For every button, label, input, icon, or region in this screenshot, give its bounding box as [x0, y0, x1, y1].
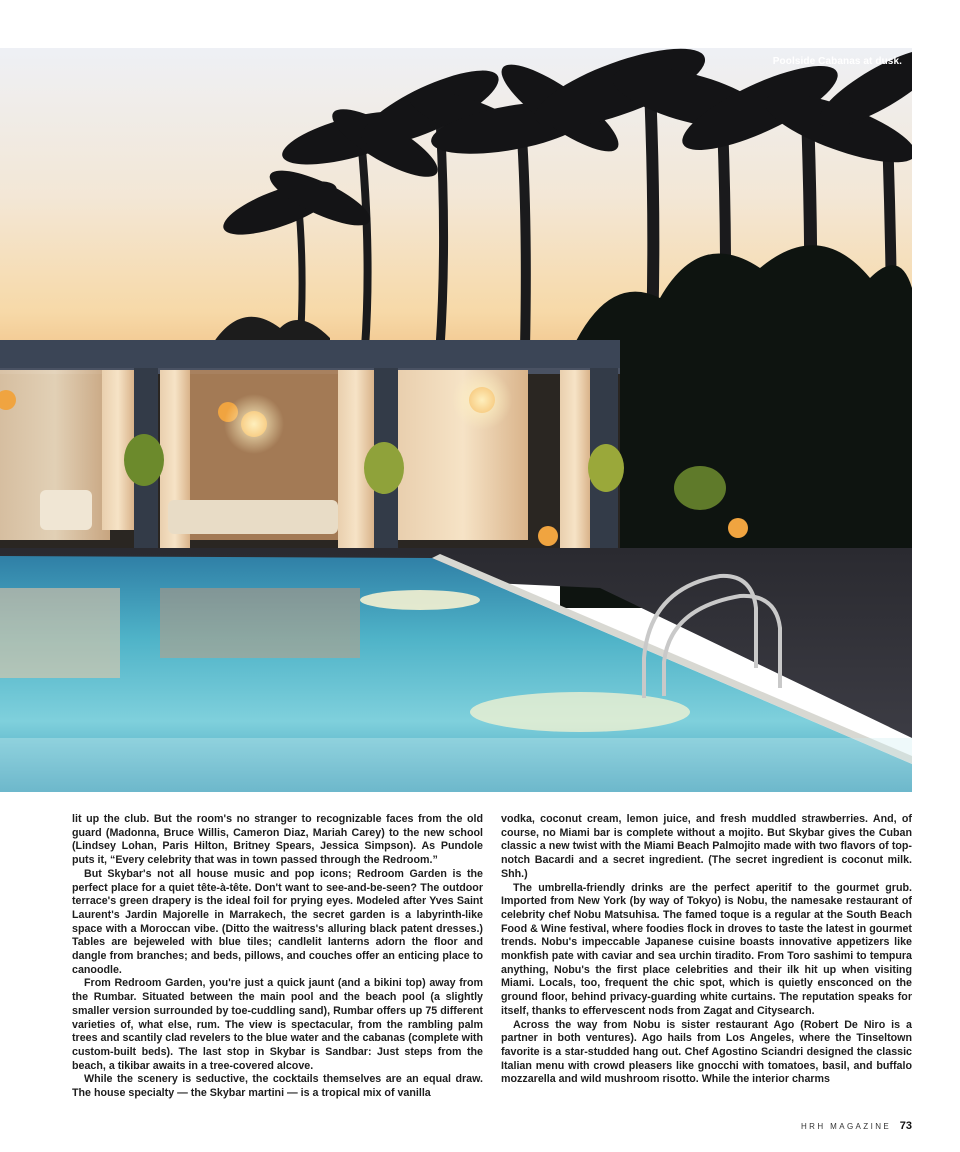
paragraph: Across the way from Nobu is sister restaurant Ago (Robert De Niro is a partner in both ventures). Ago hails from Los Angeles, where the Tinseltown favorite is a star-studded hang out. Chef Agostino Sciandri designed the classic Italian menu with crowd pleasers like gnocchi with tomatoes, basil, and buffalo mozzarella and wild mushroom risotto. While the interior charms [501, 1018, 912, 1086]
article-column-right [501, 813, 912, 1087]
paragraph: But Skybar's not all house music and pop icons; Redroom Garden is the perfect place for a quiet tête-à-tête. Don't want to see-and-be-seen? The outdoor terrace's green drapery is the ideal foil for prying eyes. Modeled after Yves Saint Laurent's Jardin Majorelle in Marrakech, the secret garden is a labyrinth-like space with a Moroccan vibe. (Ditto the waitress's alluring black patent dresses.) Tables are bejeweled with blue tiles; candlelit lanterns adorn the floor and dangle from branches; and beds, pillows, and couches offer an enticing place to canoodle. [72, 867, 483, 976]
page-number: 73 [899, 1120, 912, 1132]
magazine-name: HRH MAGAZINE [800, 1122, 892, 1131]
paragraph: From Redroom Garden, you're just a quick jaunt (and a bikini top) away from the Rumbar. Situated between the main pool and the beach pool (a slightly smaller version surrounded by toe-cuddling sand), Rumbar offers up 75 different varieties of, what else, rum. The view is spectacular, from the rambling palm trees and scantily clad revelers to the blue water and the cabanas (complete with custom-built beds). The last stop in Skybar is Sandbar: Just steps from the beach, a tikibar awaits in a tree-covered alcove. [72, 977, 484, 1072]
hero-photo [0, 48, 912, 792]
paragraph: The umbrella-friendly drinks are the perfect aperitif to the gourmet grub. Imported from New York (by way of Tokyo) is Nobu, the namesake restaurant of celebrity chef Nobu Matsuhisa. The famed toque is a regular at the South Beach Food & Wine festival, where foodies flock in droves to taste the latest in gourmet trends. Nobu's impeccable Japanese cuisine boasts innovative appetizers like monkfish pate with caviar and sea urchin tiradito. From Toro sashimi to tempura anything, Nobu's the first place celebrities and their ilk hit up when visiting Miami. Locals, too, frequent the chic spot, which is quietly ensconced on the ground floor, behind privacy-guarding white curtains. The reputation speaks for itself, thanks to effervescent nods from Zagat and Citysearch. [501, 881, 912, 1017]
paragraph: vodka, coconut cream, lemon juice, and fresh muddled strawberries. And, of course, no Miami bar is complete without a mojito. But Skybar gives the Cuban classic a new twist with the Miami Beach Palmojito made with two flavors of top-notch Bacardi and a secret ingredient. (The secret ingredient is coconut milk. Shh.) [501, 813, 912, 880]
article-column-left [72, 813, 483, 1101]
paragraph: While the scenery is seductive, the cocktails themselves are an equal draw. The house specialty — the Skybar martini — is a tropical mix of vanilla [72, 1073, 483, 1100]
photo-caption: Poolside Cabanas at dusk. [772, 56, 902, 67]
poolside-cabanas-image [0, 48, 912, 792]
page-footer [801, 1120, 912, 1132]
paragraph: lit up the club. But the room's no stranger to recognizable faces from the old guard (Madonna, Bruce Willis, Cameron Diaz, Mariah Carey) to the new school (Lindsey Lohan, Paris Hilton, Britney Spears, Jessica Simpson). As Pundole puts it, “Every celebrity that was in town passed through the Redroom.” [72, 813, 483, 867]
